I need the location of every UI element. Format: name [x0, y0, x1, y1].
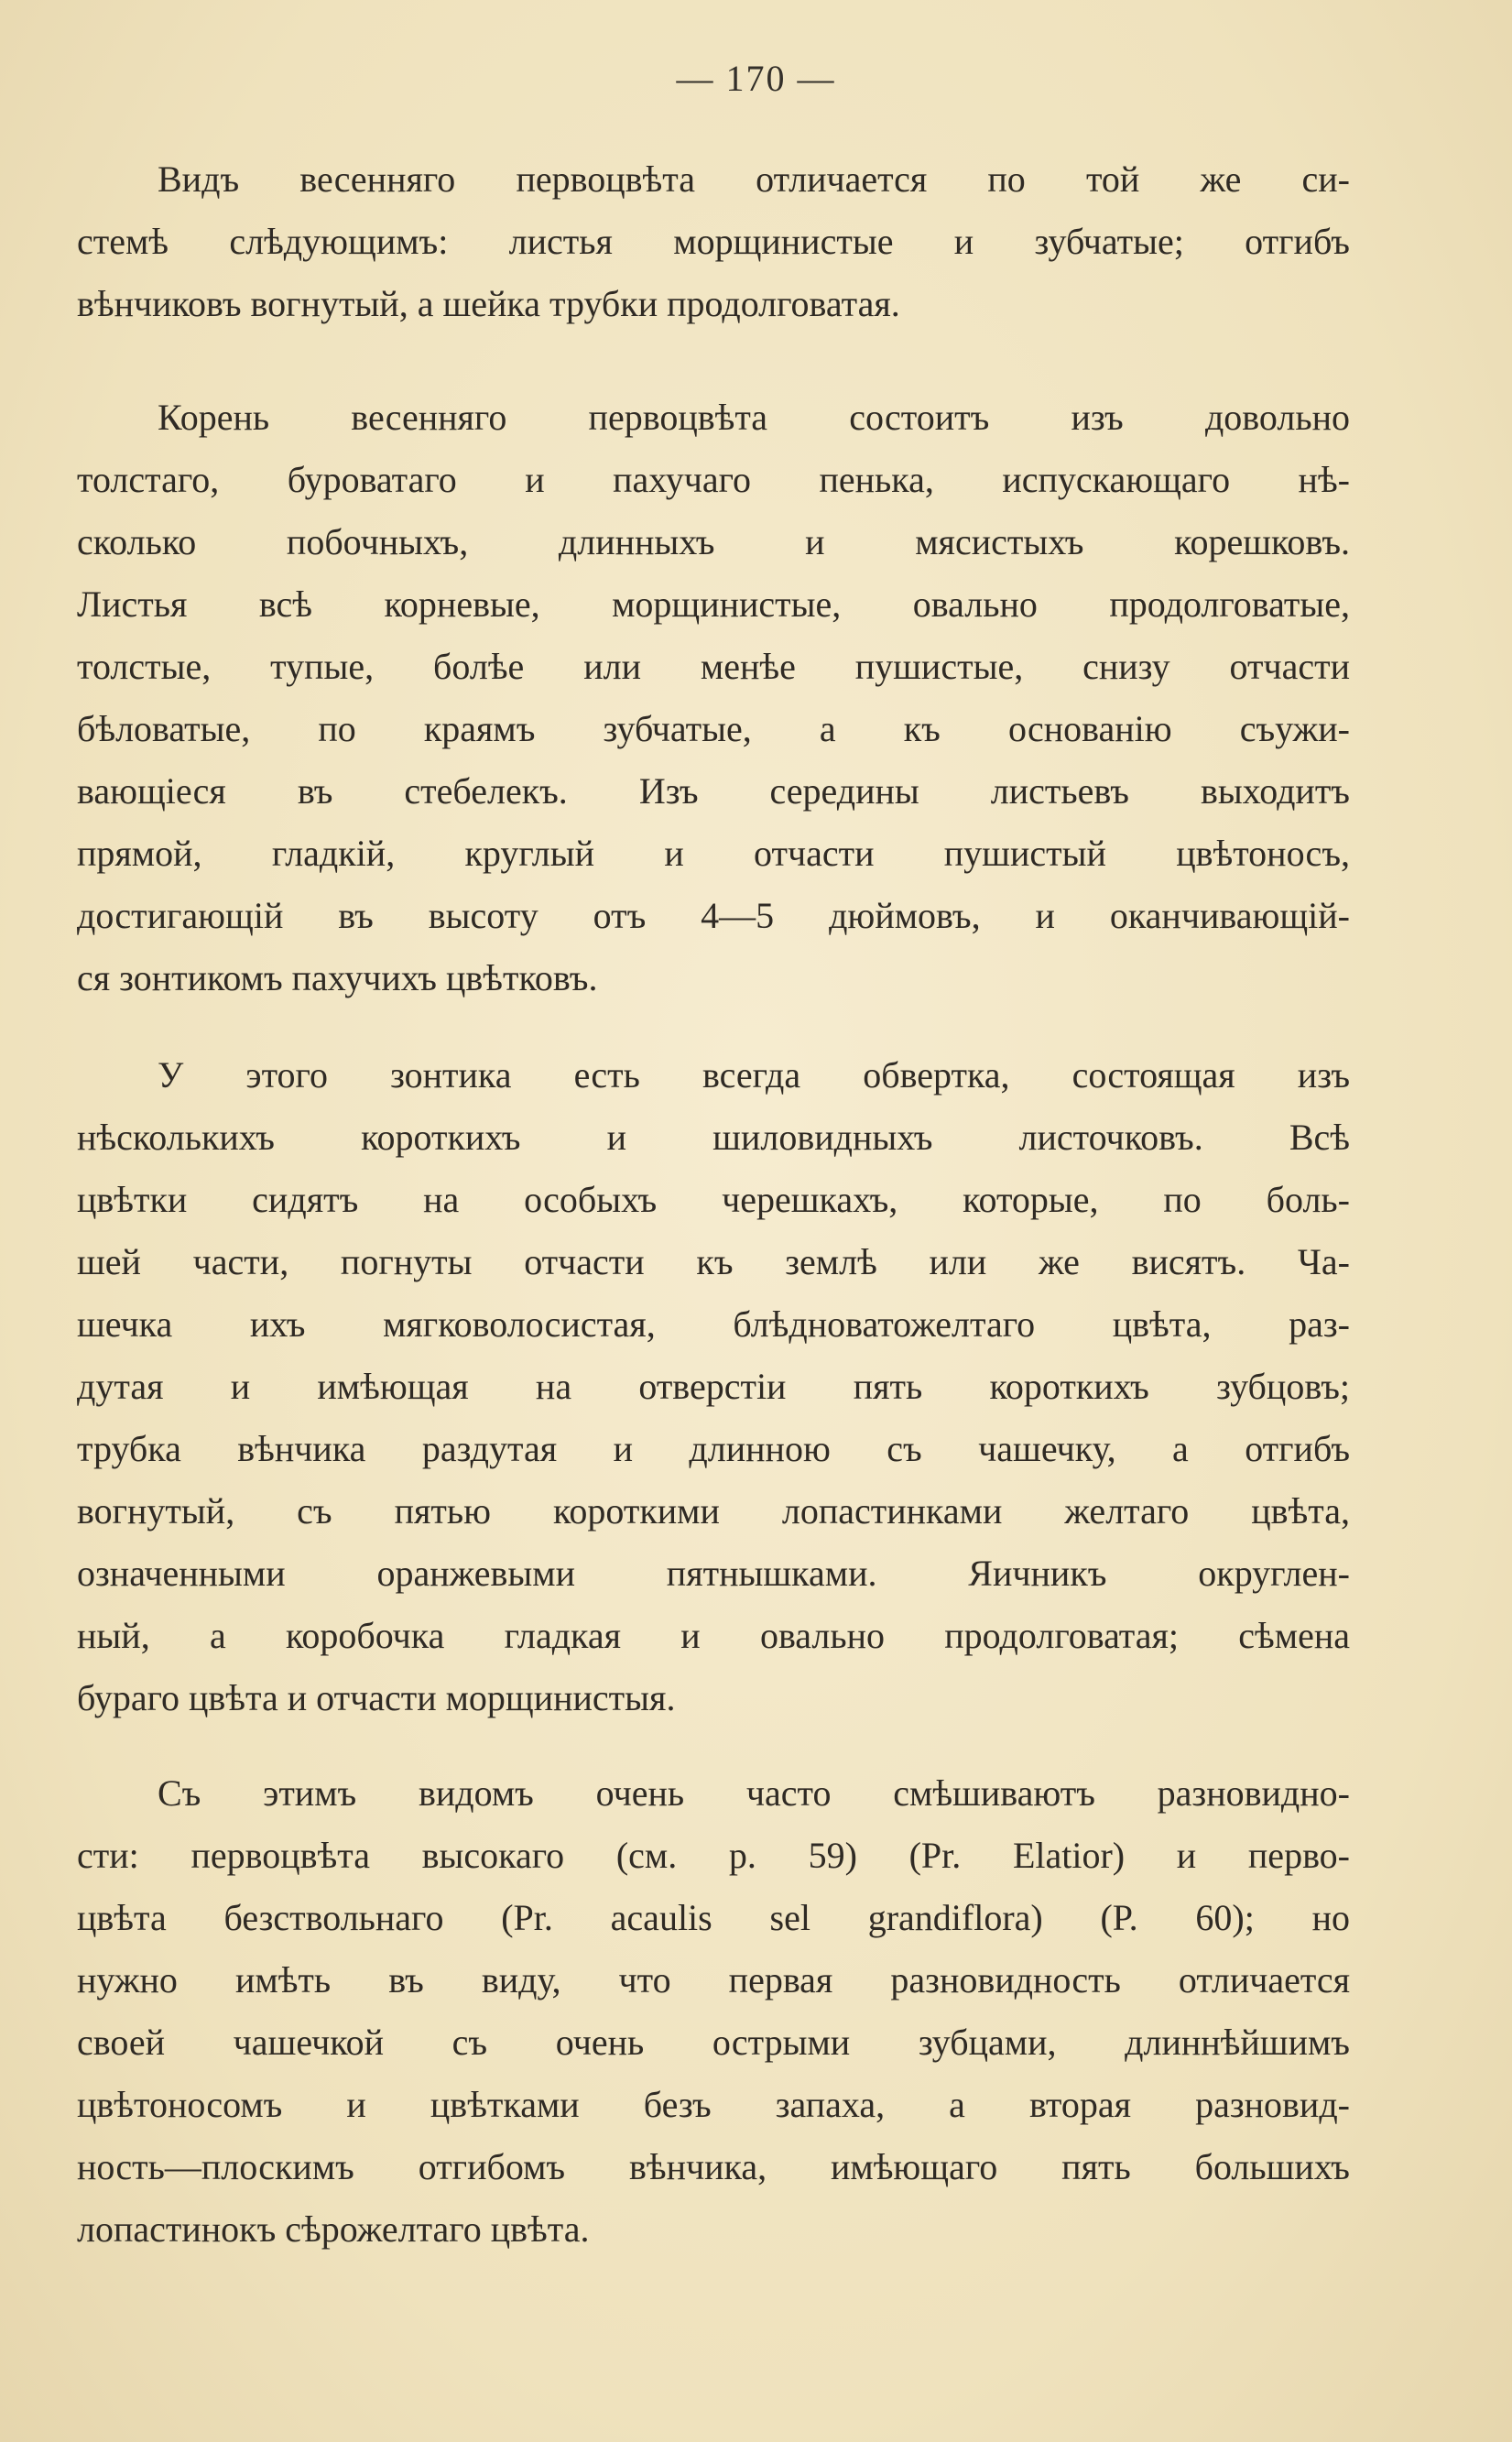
text-line: толстаго, буроватаго и пахучаго пенька, испускающаго нѣ-	[77, 459, 1350, 500]
text-line: цвѣтки сидятъ на особыхъ черешкахъ, которые, по боль-	[77, 1179, 1350, 1220]
paragraph-3	[77, 1044, 1350, 1729]
text-line: нужно имѣть въ виду, что первая разновидность отличается	[77, 1959, 1350, 2000]
text-line: бураго цвѣта и отчасти морщинистыя.	[77, 1677, 676, 1718]
text-line: Листья всѣ корневые, морщинистые, овально продолговатые,	[77, 583, 1350, 625]
text-line: означенными оранжевыми пятнышками. Яичникъ округлен-	[77, 1553, 1350, 1594]
paragraph-4	[77, 1762, 1350, 2261]
text-line: шей части, погнуты отчасти къ землѣ или же висятъ. Ча-	[77, 1241, 1350, 1282]
page-number: — 170 —	[676, 58, 836, 99]
text-line: трубка вѣнчика раздутая и длинною съ чашечку, а отгибъ	[77, 1428, 1350, 1469]
text-line: сколько побочныхъ, длинныхъ и мясистыхъ корешковъ.	[77, 521, 1350, 562]
text-line: ся зонтикомъ пахучихъ цвѣтковъ.	[77, 957, 598, 998]
text-line: ный, а коробочка гладкая и овально продолговатая; сѣмена	[77, 1615, 1350, 1656]
text-line: вогнутый, съ пятью короткими лопастинками желтаго цвѣта,	[77, 1490, 1350, 1532]
paragraph-1	[77, 148, 1350, 335]
text-line: своей чашечкой съ очень острыми зубцами, длиннѣйшимъ	[77, 2022, 1350, 2063]
text-line: достигающій въ высоту отъ 4—5 дюймовъ, и оканчивающій-	[77, 895, 1350, 936]
text-line: сти: первоцвѣта высокаго (см. р. 59) (Pr. Elatior) и перво-	[77, 1835, 1350, 1876]
text-line: нѣсколькихъ короткихъ и шиловидныхъ листочковъ. Всѣ	[77, 1117, 1350, 1158]
text-line: ность—плоскимъ отгибомъ вѣнчика, имѣющаго пять большихъ	[77, 2146, 1350, 2187]
text-line: Корень весенняго первоцвѣта состоитъ изъ довольно	[158, 397, 1350, 438]
text-line: У этого зонтика есть всегда обвертка, состоящая изъ	[158, 1054, 1350, 1096]
text-line: цвѣтоносомъ и цвѣтками безъ запаха, а вторая разновид-	[77, 2084, 1350, 2125]
text-line: дутая и имѣющая на отверстіи пять короткихъ зубцовъ;	[77, 1366, 1350, 1407]
paragraph-2	[77, 387, 1350, 1009]
text-line: прямой, гладкій, круглый и отчасти пушистый цвѣтоносъ,	[77, 833, 1350, 874]
text-line: вѣнчиковъ вогнутый, а шейка трубки продолговатая.	[77, 283, 900, 324]
text-line: стемѣ слѣдующимъ: листья морщинистые и зубчатые; отгибъ	[77, 221, 1350, 262]
text-line: толстые, тупые, болѣе или менѣе пушистые, снизу отчасти	[77, 646, 1350, 687]
text-line: Съ этимъ видомъ очень часто смѣшиваютъ разновидно-	[158, 1772, 1350, 1814]
text-line: вающіеся въ стебелекъ. Изъ середины листьевъ выходитъ	[77, 770, 1350, 812]
text-line: Видъ весенняго первоцвѣта отличается по той же си-	[158, 158, 1350, 200]
text-line: лопастинокъ сѣрожелтаго цвѣта.	[77, 2208, 590, 2250]
text-line: цвѣта безствольнаго (Pr. acaulis sel grandiflora) (P. 60); но	[77, 1897, 1350, 1938]
text-line: бѣловатые, по краямъ зубчатые, а къ основанію съужи-	[77, 708, 1350, 749]
text-line: шечка ихъ мягковолосистая, блѣдноватожелтаго цвѣта, раз-	[77, 1303, 1350, 1345]
